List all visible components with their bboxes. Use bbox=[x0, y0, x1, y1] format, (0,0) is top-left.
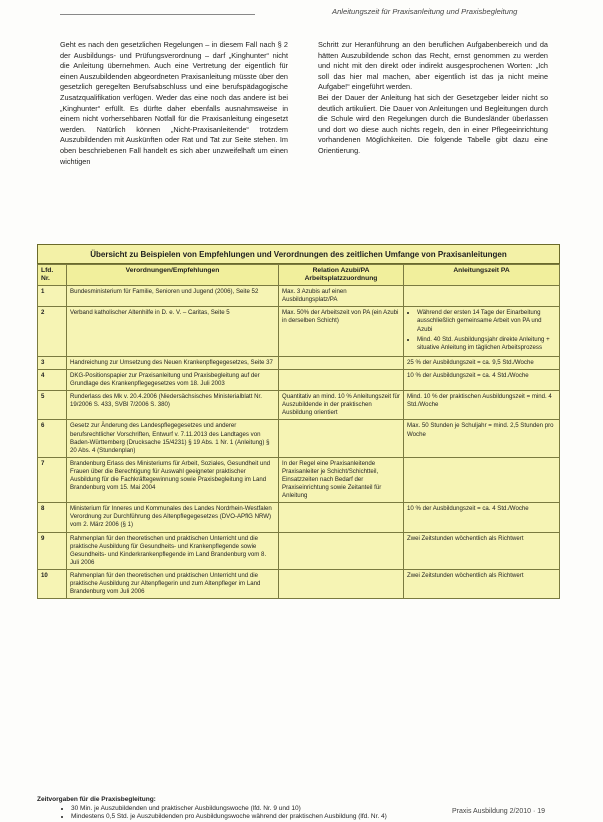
paragraph: Geht es nach den gesetzlichen Regelungen – in diesem Fall nach § 2 der Ausbildungs- und Prüfungsverordnung – darf „Kinghunter“ nicht die Anleitung übernehmen. Auch eine Vertretung der eigentlich für einen Auszubildenden abgeordneten Praxisanleitung müsste über den gesetzlich geregelten Berufsabschluss und eine berufspädagogische Zusatzqualifikation verfügen. Weder das eine noch das andere ist bei „Kinghunter“ erfüllt. Es dürfte daher ebenfalls ausnahmsweise in einem nicht vorhersehbaren Notfall für die Praxisanleitung eingesetzt werden. Natürlich können „Nicht-Praxisanleitende“ trotzdem Auszubildenden mit Auskünften oder Rat und Tat zur Seite stehen. Im oben beschriebenen Fall handelt es sich aber unzweifelhaft um einen wichtigen bbox=[60, 40, 288, 166]
column-header-time: Anleitungszeit PA bbox=[404, 265, 560, 286]
table-header-row bbox=[38, 265, 560, 286]
list-item: • Während der ersten 14 Tage der Einarbeitung ausschließlich gemeinsame Arbeit von PA und Azubi bbox=[417, 309, 556, 333]
regulation-cell: DKG-Positionspapier zur Praxisanleitung und Praxisbegleitung auf der Grundlage des Krankenpflegegesetzes vom 18. Juli 2003 bbox=[67, 369, 279, 390]
row-number-cell: 9 bbox=[38, 532, 67, 569]
row-number-cell: 5 bbox=[38, 391, 67, 420]
text-column-right bbox=[318, 40, 548, 157]
row-number-cell: 2 bbox=[38, 307, 67, 356]
table-row bbox=[38, 569, 560, 598]
regulation-cell: Verband katholischer Altenhilfe in D. e. V. – Caritas, Seite 5 bbox=[67, 307, 279, 356]
paragraph: Schritt zur Heranführung an den beruflichen Aufgabenbereich und da hätten Auszubildende schon das Recht, ernst genommen zu werden und nicht mit den direkt oder indirekt ausgesprochenen Worten: „Ich soll das hier mal machen, aber eigentlich ist das ja nicht meine Aufgabe!“ eingeführt werden. bbox=[318, 40, 548, 92]
regulation-cell: Gesetz zur Änderung des Landespflegegesetzes und anderer berufsrechtlicher Vorschriften, Entwurf v. 7.11.2013 des Landtages von Baden-Württemberg (Drucksache 15/4231) § 19 Abs. 1 Nr. 1 (Anleitung) § 20 Abs. 4 (Stundenplan) bbox=[67, 420, 279, 457]
ratio-cell bbox=[279, 532, 404, 569]
regulation-cell: Runderlass des Mk v. 20.4.2006 (Niedersächsisches Ministerialblatt Nr. 19/2006 S. 433, SVBl 7/2006 S. 380) bbox=[67, 391, 279, 420]
time-cell bbox=[404, 457, 560, 502]
ratio-cell bbox=[279, 420, 404, 457]
table-row bbox=[38, 503, 560, 532]
text-column-left bbox=[60, 40, 288, 167]
table-body bbox=[38, 286, 560, 599]
row-number-cell: 8 bbox=[38, 503, 67, 532]
table-row bbox=[38, 356, 560, 369]
ratio-cell bbox=[279, 356, 404, 369]
list-item: • Mind. 40 Std. Ausbildungsjahr direkte Anleitung + situative Anleitung im täglichen Arbeitsprozess bbox=[417, 336, 556, 352]
running-title: Anleitungszeit für Praxisanleitung und Praxisbegleitung bbox=[332, 7, 518, 16]
table bbox=[37, 264, 560, 599]
ratio-cell bbox=[279, 503, 404, 532]
column-header-nr: Lfd. Nr. bbox=[38, 265, 67, 286]
page-footer: Praxis Ausbildung 2/2010 · 19 bbox=[452, 808, 546, 815]
table-row bbox=[38, 420, 560, 457]
time-items-list bbox=[407, 309, 556, 351]
paragraph: Bei der Dauer der Anleitung hat sich der Gesetzgeber leider nicht so deutlich artikuliert. Die Dauer von Anleitungen und Begleitungen durch die Schule wird den Regelungen durch die Bundesländer überlassen und dort wo diese auch nichts regeln, den in einer Pflegeeinrichtung vorhandenen Möglichkeiten. Die folgende Tabelle gibt dazu eine Orientierung. bbox=[318, 92, 548, 155]
ratio-cell: Quantitativ an mind. 10 % Anleitungszeit für Auszubildende in der praktischen Ausbildung orientiert bbox=[279, 391, 404, 420]
row-number-cell: 6 bbox=[38, 420, 67, 457]
header-rule bbox=[60, 14, 255, 15]
regulation-cell: Ministerium für Inneres und Kommunales des Landes Nordrhein-Westfalen Verordnung zur Durchführung des Altenpflegegesetzes (DVO-APflG NRW) vom 2. März 2006 (§ 1) bbox=[67, 503, 279, 532]
regulation-cell: Rahmenplan für den theoretischen und praktischen Unterricht und die praktische Ausbildung zur Altenpflegerin und zum Altenpfleger im Land Brandenburg vom Juli 2006 bbox=[67, 569, 279, 598]
row-number-cell: 10 bbox=[38, 569, 67, 598]
regulations-table bbox=[37, 244, 560, 814]
table-row bbox=[38, 532, 560, 569]
row-number-cell: 4 bbox=[38, 369, 67, 390]
time-cell: Max. 50 Stunden je Schuljahr = mind. 2,5 Stunden pro Woche bbox=[404, 420, 560, 457]
table-row bbox=[38, 457, 560, 502]
table-row bbox=[38, 286, 560, 307]
column-header-regulation: Verordnungen/Empfehlungen bbox=[67, 265, 279, 286]
ratio-cell: In der Regel eine Praxisanleitende Praxisanleiter je Schicht/Schichtteil, Einsatzzeiten nach Bedarf der Praxiseinrichtung sowie Zeitanteil für Anleitung bbox=[279, 457, 404, 502]
ratio-cell bbox=[279, 369, 404, 390]
time-cell bbox=[404, 286, 560, 307]
time-cell bbox=[404, 307, 560, 356]
ratio-cell: Max. 3 Azubis auf einen Ausbildungsplatz/PA bbox=[279, 286, 404, 307]
regulation-cell: Brandenburg Erlass des Ministeriums für Arbeit, Soziales, Gesundheit und Frauen über die Berechtigung für Auswahl geeigneter praktischer Ausbildung für die Fachkräftegewinnung sowie Praxisbegleitung im Land Brandenburg vom 15. Mai 2004 bbox=[67, 457, 279, 502]
footer-notes-label: Zeitvorgaben für die Praxisbegleitung: bbox=[37, 796, 156, 803]
time-cell: Zwei Zeitstunden wöchentlich als Richtwert bbox=[404, 532, 560, 569]
time-cell: Zwei Zeitstunden wöchentlich als Richtwert bbox=[404, 569, 560, 598]
row-number-cell: 7 bbox=[38, 457, 67, 502]
table-title: Übersicht zu Beispielen von Empfehlungen und Verordnungen des zeitlichen Umfange von Praxisanleitungen bbox=[37, 244, 560, 264]
regulation-cell: Bundesministerium für Familie, Senioren und Jugend (2006), Seite 52 bbox=[67, 286, 279, 307]
ratio-cell: Max. 50% der Arbeitszeit von PA (ein Azubi in derselben Schicht) bbox=[279, 307, 404, 356]
row-number-cell: 1 bbox=[38, 286, 67, 307]
list-item: • 30 Min. je Auszubildenden und praktischer Ausbildungswoche (lfd. Nr. 9 und 10) bbox=[71, 805, 557, 813]
regulation-cell: Rahmenplan für den theoretischen und praktischen Unterricht und die praktische Ausbildung für Gesundheits- und Krankenpflegende sowie Gesundheits- und Kinderkrankenpflegende im Land Brandenburg vom 8. Juli 2006 bbox=[67, 532, 279, 569]
time-cell: 10 % der Ausbildungszeit = ca. 4 Std./Woche bbox=[404, 503, 560, 532]
row-number-cell: 3 bbox=[38, 356, 67, 369]
table-row bbox=[38, 369, 560, 390]
time-cell: 25 % der Ausbildungszeit = ca. 9,5 Std./Woche bbox=[404, 356, 560, 369]
table-row bbox=[38, 307, 560, 356]
table-row bbox=[38, 391, 560, 420]
list-item: • Mindestens 0,5 Std. je Auszubildenden pro Ausbildungswoche während der praktischen Ausbildung (lfd. Nr. 4) bbox=[71, 813, 557, 821]
ratio-cell bbox=[279, 569, 404, 598]
time-cell: Mind. 10 % der praktischen Ausbildungszeit = mind. 4 Std./Woche bbox=[404, 391, 560, 420]
column-header-ratio: Relation Azubi/PA Arbeitsplatzzuordnung bbox=[279, 265, 404, 286]
time-cell: 10 % der Ausbildungszeit = ca. 4 Std./Woche bbox=[404, 369, 560, 390]
regulation-cell: Handreichung zur Umsetzung des Neuen Krankenpflegegesetzes, Seite 37 bbox=[67, 356, 279, 369]
